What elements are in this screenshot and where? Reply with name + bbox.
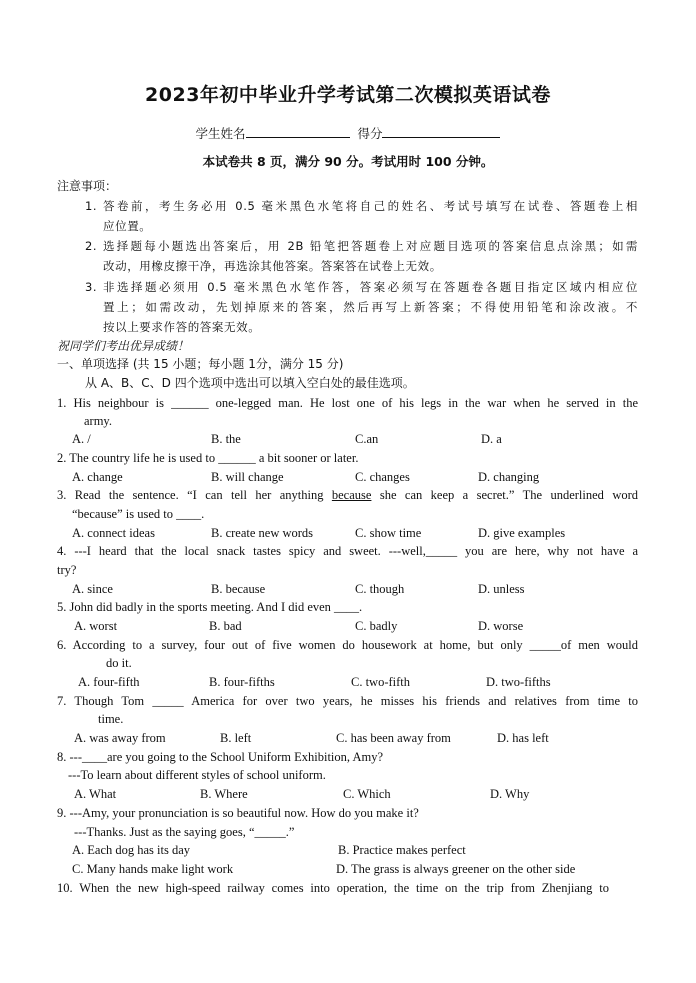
q7-option-b: B. left — [220, 731, 252, 745]
question-6-line2: do it. — [106, 656, 132, 670]
q5-option-b: B. bad — [209, 619, 242, 633]
name-label: 学生姓名 — [195, 126, 246, 141]
q2-option-d: D. changing — [478, 470, 540, 484]
notice-3-number: 3. — [85, 280, 98, 294]
question-3-line2: “because” is used to ____. — [72, 507, 205, 521]
question-9-line2: ---Thanks. Just as the saying goes, “_____.” — [74, 825, 295, 839]
question-6-line1: 6. According to a survey, four out of five women do housework at home, but only _____of men would — [57, 638, 638, 652]
q3-line1-pre: 3. Read the sentence. “I can tell her anything — [57, 488, 332, 502]
q7-option-a: A. was away from — [74, 731, 166, 745]
notice-3-line1: 非选择题必须用 0.5 毫米黑色水笔作答，答案必须写在答题卷各题目指定区域内相应位 — [103, 280, 638, 294]
question-4-line2: try? — [57, 563, 77, 577]
notice-2-line2: 改动，用橡皮擦干净，再选涂其他答案。答案答在试卷上无效。 — [103, 259, 442, 273]
q6-option-a: A. four-fifth — [78, 675, 140, 689]
good-luck-wish: 祝同学们考出优异成绩！ — [57, 339, 190, 353]
question-5-line1: 5. John did badly in the sports meeting. And I did even ____. — [57, 600, 363, 614]
question-3-line1 — [57, 487, 638, 503]
q1-option-a: A. / — [72, 432, 91, 446]
q9-option-b: B. Practice makes perfect — [338, 843, 466, 857]
q4-option-b: B. because — [211, 582, 266, 596]
q1-option-b: B. the — [211, 432, 241, 446]
q6-option-d: D. two-fifths — [486, 675, 551, 689]
question-7-line1: 7. Though Tom _____ America for over two years, he misses his friends and relatives from time to — [57, 694, 638, 708]
exam-info: 本试卷共 8 页，满分 90 分。考试用时 100 分钟。 — [202, 154, 494, 169]
q4-option-d: D. unless — [478, 582, 525, 596]
q8-option-d: D. Why — [490, 787, 530, 801]
name-blank — [246, 125, 350, 138]
q3-underlined-word: because — [331, 488, 372, 502]
q1-option-c: C.an — [355, 432, 379, 446]
q3-option-a: A. connect ideas — [72, 526, 155, 540]
question-8-line1: 8. ---____are you going to the School Uniform Exhibition, Amy? — [57, 750, 383, 764]
notice-1-line2: 应位置。 — [103, 219, 152, 233]
q1-option-d: D. a — [481, 432, 502, 446]
q9-option-d: D. The grass is always greener on the other side — [336, 862, 576, 876]
q5-option-a: A. worst — [74, 619, 118, 633]
student-info-line — [0, 124, 696, 142]
q3-option-d: D. give examples — [478, 526, 566, 540]
q7-option-d: D. has left — [497, 731, 549, 745]
q9-option-a: A. Each dog has its day — [72, 843, 191, 857]
question-1-line1: 1. His neighbour is ______ one-legged man. He lost one of his legs in the war when he served in the — [57, 396, 638, 410]
q2-option-a: A. change — [72, 470, 123, 484]
q3-option-b: B. create new words — [211, 526, 314, 540]
exam-title: 2023年初中毕业升学考试第二次模拟英语试卷 — [145, 84, 551, 106]
q4-option-c: C. though — [355, 582, 405, 596]
section-heading: 一、单项选择 (共 15 小题；每小题 1分，满分 15 分) — [57, 357, 344, 371]
notice-2-number: 2. — [85, 239, 98, 253]
q6-option-c: C. two-fifth — [351, 675, 411, 689]
notice-3-line3: 按以上要求作答的答案无效。 — [103, 320, 261, 334]
question-2-line1: 2. The country life he is used to ______ a bit sooner or later. — [57, 451, 359, 465]
notice-1-number: 1. — [85, 199, 98, 213]
q5-option-c: C. badly — [355, 619, 398, 633]
question-1-line2: army. — [84, 414, 112, 428]
q9-option-c: C. Many hands make light work — [72, 862, 234, 876]
q4-option-a: A. since — [72, 582, 113, 596]
q2-option-c: C. changes — [355, 470, 410, 484]
question-9-line1: 9. ---Amy, your pronunciation is so beautiful now. How do you make it? — [57, 806, 419, 820]
score-label: 得分 — [357, 126, 383, 141]
q8-option-c: C. Which — [343, 787, 391, 801]
question-4-line1: 4. ---I heard that the local snack tastes spicy and sweet. ---well,_____ you are here, why not have a — [57, 544, 638, 558]
q3-line1-post: she can keep a secret.” The underlined word — [371, 488, 639, 502]
notice-3-line2: 置上；如需改动，先划掉原来的答案，然后再写上新答案；不得使用铅笔和涂改液。不 — [103, 300, 638, 314]
section-instruction: 从 A、B、C、D 四个选项中选出可以填入空白处的最佳选项。 — [85, 376, 415, 390]
notice-heading: 注意事项： — [57, 179, 118, 193]
q8-option-a: A. What — [74, 787, 117, 801]
q5-option-d: D. worse — [478, 619, 524, 633]
q6-option-b: B. four-fifths — [209, 675, 275, 689]
q7-option-c: C. has been away from — [336, 731, 451, 745]
q2-option-b: B. will change — [211, 470, 284, 484]
question-7-line2: time. — [98, 712, 124, 726]
notice-2-line1: 选择题每小题选出答案后，用 2B 铅笔把答题卷上对应题目选项的答案信息点涂黑；如需 — [103, 239, 638, 253]
question-10-line1: 10. When the new high-speed railway comes into operation, the time on the trip from Zhenjiang to — [57, 881, 609, 895]
q8-option-b: B. Where — [200, 787, 248, 801]
question-8-line2: ---To learn about different styles of school uniform. — [68, 768, 326, 782]
q3-option-c: C. show time — [355, 526, 422, 540]
score-blank — [382, 125, 500, 138]
notice-1-line1: 答卷前，考生务必用 0.5 毫米黑色水笔将自己的姓名、考试号填写在试卷、答题卷上相 — [103, 199, 638, 213]
